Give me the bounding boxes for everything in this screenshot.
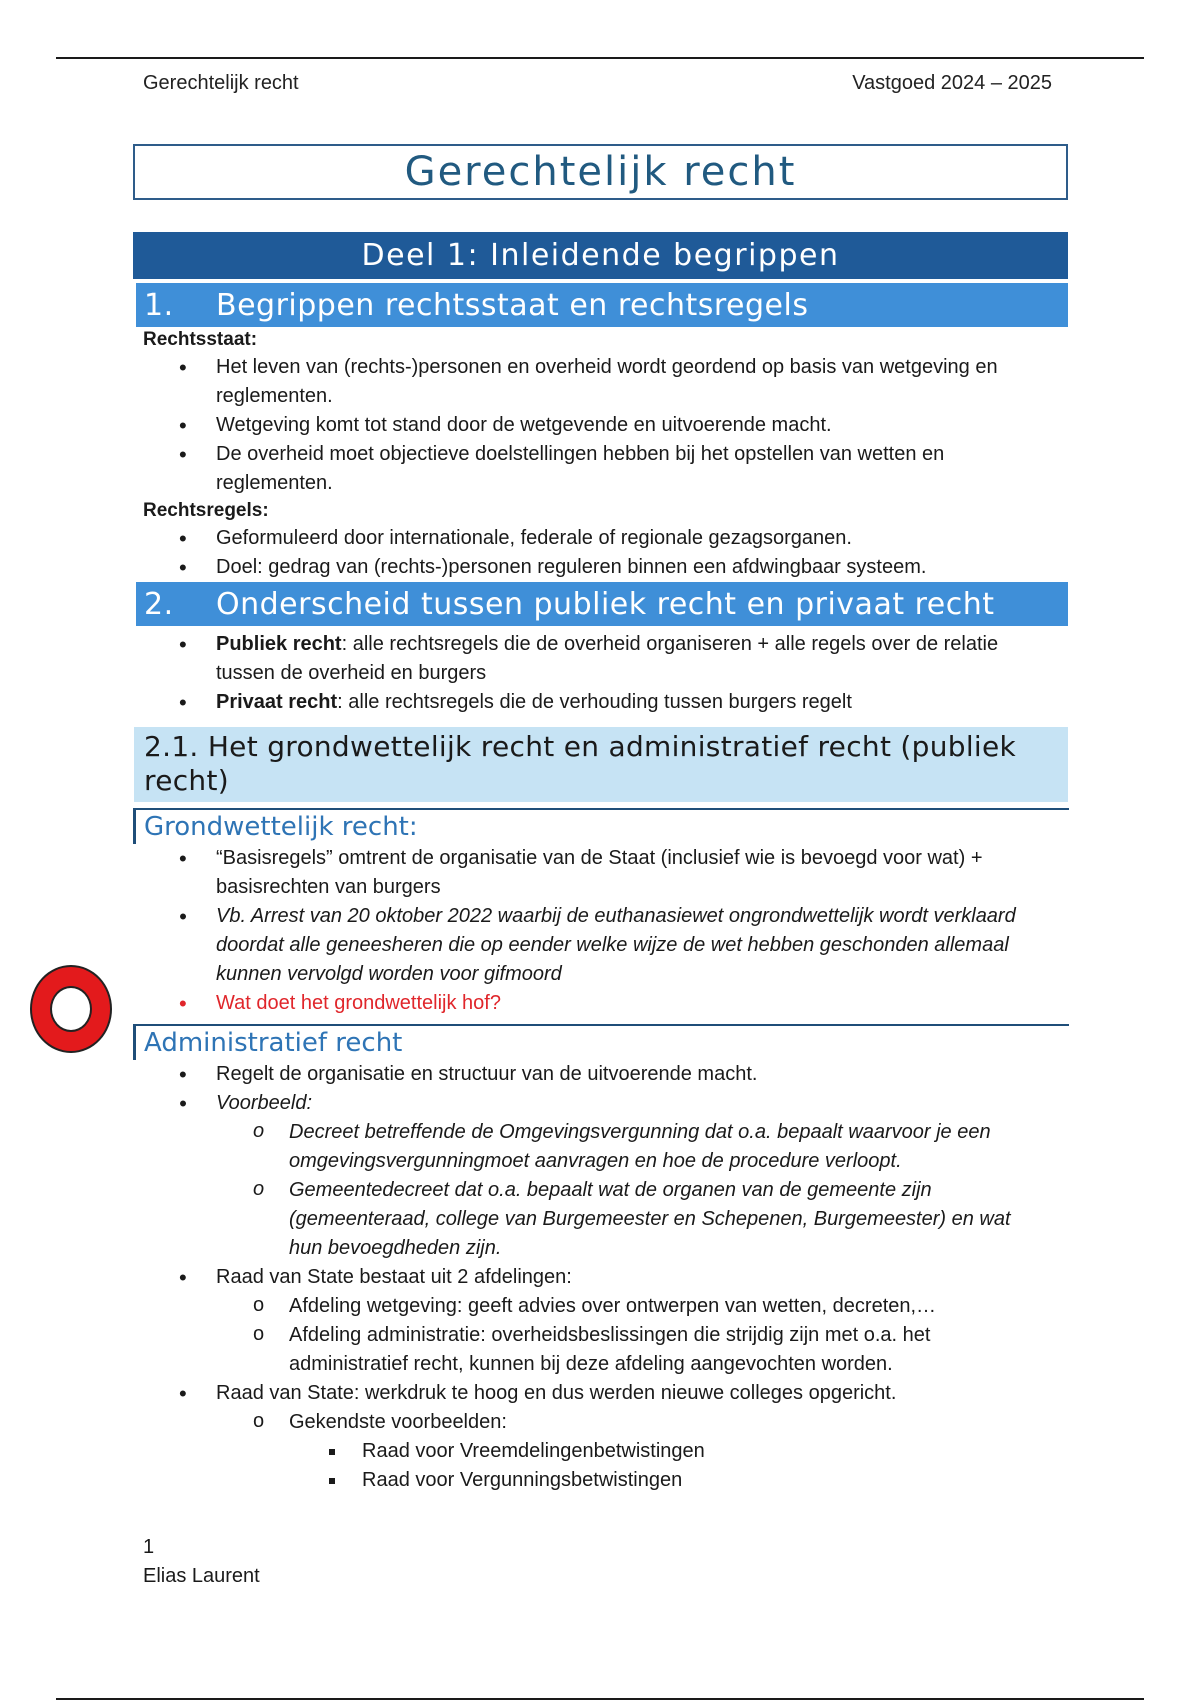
page-number: 1	[143, 1536, 155, 1558]
list-item: • Doel: gedrag van (rechts-)personen reguleren binnen een afdwingbaar systeem.	[133, 553, 1068, 582]
sub-list-item: o Afdeling administratie: overheidsbeslissingen die strijdig zijn met o.a. het administratief recht, kunnen bij deze afdeling aangevochten worden.	[133, 1321, 1068, 1379]
list-item: • Het leven van (rechts-)personen en overheid wordt geordend op basis van wetgeving en reglementen.	[133, 353, 1068, 411]
rechtsregels-label: Rechtsregels:	[143, 500, 269, 521]
list-item-question: • Wat doet het grondwettelijk hof?	[133, 989, 1068, 1018]
list-item: • Vb. Arrest van 20 oktober 2022 waarbij de euthanasiewet ongrondwettelijk wordt verklaard doordat alle geneesheren die op eender welke wijze de wet hebben geschonden allemaal kunnen vervolgd worden voor gifmoord	[133, 902, 1068, 989]
sub-list-item: o Afdeling wetgeving: geeft advies over ontwerpen van wetten, decreten,…	[133, 1292, 1068, 1321]
list-item: • “Basisregels” omtrent de organisatie van de Staat (inclusief wie is bevoegd voor wat) + basisrechten van burgers	[133, 844, 1068, 902]
rechtsstaat-label: Rechtsstaat:	[143, 329, 258, 350]
header-rule	[56, 57, 1144, 59]
sub-list-item: o Gekendste voorbeelden:	[133, 1408, 1068, 1437]
list-item: • Voorbeeld:	[133, 1089, 1068, 1118]
running-header-left: Gerechtelijk recht	[143, 72, 299, 94]
author-name: Elias Laurent	[143, 1565, 260, 1587]
document-title: Gerechtelijk recht	[133, 144, 1068, 200]
sub-list-item: o Gemeentedecreet dat o.a. bepaalt wat de organen van de gemeente zijn (gemeenteraad, college van Burgemeester en Schepenen, Burgemeester) en wat hun bevoegdheden zijn.	[133, 1176, 1068, 1263]
list-item: • De overheid moet objectieve doelstellingen hebben bij het opstellen van wetten en reglementen.	[133, 440, 1068, 498]
part-heading: Deel 1: Inleidende begrippen	[133, 232, 1068, 279]
administratief-heading: Administratief recht	[133, 1024, 1069, 1060]
red-ring-icon[interactable]	[30, 965, 112, 1053]
list-item: • Regelt de organisatie en structuur van de uitvoerende macht.	[133, 1060, 1068, 1089]
subsection-heading-2-1: 2.1. Het grondwettelijk recht en administratief recht (publiek recht)	[134, 727, 1068, 802]
list-item: • Geformuleerd door internationale, federale of regionale gezagsorganen.	[133, 524, 1068, 553]
list-item: • Publiek recht: alle rechtsregels die de overheid organiseren + alle regels over de relatie tussen de overheid en burgers	[133, 630, 1068, 688]
rechtsregels-list	[133, 524, 1068, 582]
list-item: • Raad van State: werkdruk te hoog en dus werden nieuwe colleges opgericht.	[133, 1379, 1068, 1408]
document-body	[133, 144, 1068, 1591]
grondwettelijk-list	[133, 844, 1068, 1018]
rechtsstaat-list	[133, 353, 1068, 498]
sub-sub-list-item: Raad voor Vergunningsbetwistingen	[133, 1466, 1068, 1495]
list-item: • Privaat recht: alle rechtsregels die de verhouding tussen burgers regelt	[133, 688, 1068, 717]
sub-sub-list-item: Raad voor Vreemdelingenbetwistingen	[133, 1437, 1068, 1466]
sub-list-item: o Decreet betreffende de Omgevingsvergunning dat o.a. bepaalt waarvoor je een omgevingsvergunningmoet aanvragen en hoe de procedure verloopt.	[133, 1118, 1068, 1176]
section-heading-2: 2. Onderscheid tussen publiek recht en privaat recht	[136, 582, 1068, 626]
grondwettelijk-heading: Grondwettelijk recht:	[133, 808, 1069, 844]
list-item: • Wetgeving komt tot stand door de wetgevende en uitvoerende macht.	[133, 411, 1068, 440]
administratief-list	[133, 1060, 1068, 1495]
page-footer	[133, 1533, 1068, 1591]
publiek-privaat-list	[133, 630, 1068, 717]
list-item: • Raad van State bestaat uit 2 afdelingen:	[133, 1263, 1068, 1292]
section-heading-1: 1. Begrippen rechtsstaat en rechtsregels	[136, 283, 1068, 327]
running-header-right: Vastgoed 2024 – 2025	[852, 72, 1052, 94]
